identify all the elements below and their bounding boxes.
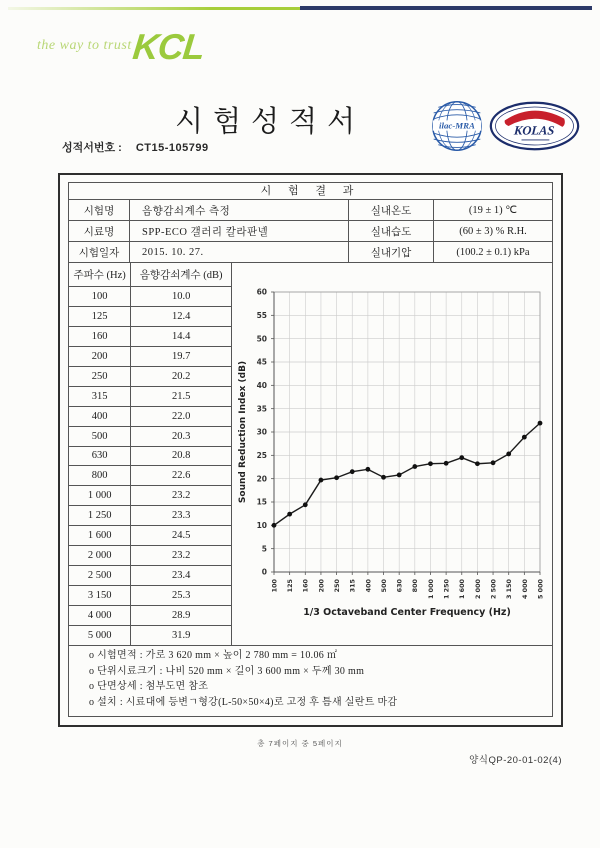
x-tick-label: 4 000 (520, 579, 529, 600)
x-tick-label: 160 (301, 579, 310, 593)
frequency-column-header: 주파수 (Hz) (69, 263, 131, 287)
data-point (459, 455, 464, 460)
table-row (69, 546, 232, 566)
data-point (350, 469, 355, 474)
page-count: 총 7페이지 중 5페이지 (257, 739, 343, 748)
x-tick-label: 3 150 (505, 579, 514, 600)
frequency-cell: 3 150 (69, 586, 131, 606)
table-row (69, 326, 232, 346)
value-cell: 23.2 (131, 546, 232, 566)
value-cell: 24.5 (131, 526, 232, 546)
info-value: (60 ± 3) % R.H. (434, 221, 553, 242)
table-row (69, 526, 232, 546)
frequency-cell: 200 (69, 346, 131, 366)
measurements-section (69, 263, 552, 646)
x-tick-label: 1 250 (442, 579, 451, 600)
y-tick-label: 35 (256, 404, 267, 414)
y-tick-label: 0 (261, 567, 267, 577)
y-tick-label: 55 (256, 310, 267, 320)
data-point (272, 523, 277, 528)
info-value: SPP-ECO 갤러리 칼라판넬 (130, 221, 349, 242)
data-point (506, 452, 511, 457)
info-label: 시험명 (69, 200, 130, 221)
value-cell: 31.9 (131, 625, 232, 645)
y-axis-title: Sound Reduction Index (dB) (238, 360, 248, 504)
data-point (522, 435, 527, 440)
info-label: 실내기압 (349, 242, 434, 263)
report-number-value: CT15-105799 (135, 142, 209, 154)
frequency-cell: 1 600 (69, 526, 131, 546)
results-title: 시 험 결 과 (69, 183, 552, 200)
frequency-cell: 5 000 (69, 625, 131, 645)
value-cell: 12.4 (131, 306, 232, 326)
frequency-cell: 100 (69, 287, 131, 307)
frequency-cell: 400 (69, 406, 131, 426)
x-tick-label: 2 500 (489, 579, 498, 600)
report-number-label: 성적서번호 : (62, 142, 122, 154)
note-line: o 설치 : 시료대에 등변ㄱ형강(L-50×50×4)로 고정 후 틈새 실란트 마감 (89, 696, 398, 708)
note-line: o 시험면적 : 가로 3 620 mm × 높이 2 780 mm = 10.06 ㎡ (89, 650, 338, 661)
table-row (69, 426, 232, 446)
measurement-table (69, 263, 232, 645)
value-cell: 20.8 (131, 446, 232, 466)
header-rule-navy (300, 6, 592, 10)
value-cell: 22.6 (131, 466, 232, 486)
page-title: 시험성적서 (174, 106, 366, 138)
table-row (69, 446, 232, 466)
accreditation-badges (429, 98, 581, 154)
value-column-header: 음향감쇠계수 (dB) (131, 263, 232, 287)
table-row (69, 221, 552, 242)
info-value: (19 ± 1) ℃ (434, 200, 553, 221)
y-tick-label: 20 (256, 474, 267, 484)
x-tick-label: 125 (286, 579, 295, 593)
table-row (69, 346, 232, 366)
data-point (381, 475, 386, 480)
ilac-mra-logo-icon (429, 98, 485, 154)
frequency-cell: 315 (69, 386, 131, 406)
y-tick-label: 10 (256, 520, 267, 530)
info-label: 실내습도 (349, 221, 434, 242)
data-point (412, 464, 417, 469)
y-tick-label: 60 (256, 287, 267, 297)
y-tick-label: 30 (256, 427, 267, 437)
table-row (69, 200, 552, 221)
x-tick-label: 1 000 (426, 579, 435, 600)
data-point (334, 475, 339, 480)
data-point (303, 502, 308, 507)
kcl-logo: KCL (130, 26, 207, 67)
table-row (69, 506, 232, 526)
value-cell: 19.7 (131, 346, 232, 366)
table-row (69, 306, 232, 326)
frequency-cell: 2 500 (69, 566, 131, 586)
info-label: 시험일자 (69, 242, 130, 263)
value-cell: 23.4 (131, 566, 232, 586)
value-cell: 22.0 (131, 406, 232, 426)
x-tick-label: 315 (348, 579, 357, 593)
measurement-table-body (69, 287, 232, 646)
ilac-mra-label: ilac-MRA (439, 120, 475, 131)
value-cell: 28.9 (131, 606, 232, 626)
value-cell: 10.0 (131, 287, 232, 307)
data-point (475, 461, 480, 466)
info-value: 2015. 10. 27. (130, 242, 349, 263)
sound-reduction-chart (232, 263, 553, 645)
info-value: 음향감쇠계수 측정 (130, 200, 349, 221)
x-tick-label: 400 (364, 579, 373, 593)
x-tick-label: 1 600 (458, 579, 467, 600)
frequency-cell: 1 000 (69, 486, 131, 506)
data-point (287, 512, 292, 517)
header-rule-green (8, 7, 300, 10)
x-tick-label: 630 (395, 579, 404, 593)
x-tick-label: 200 (317, 579, 326, 593)
frequency-cell: 160 (69, 326, 131, 346)
frequency-cell: 250 (69, 366, 131, 386)
report-number (62, 139, 209, 155)
frequency-cell: 800 (69, 466, 131, 486)
frequency-cell: 4 000 (69, 606, 131, 626)
x-tick-label: 500 (379, 579, 388, 593)
table-row (69, 366, 232, 386)
y-tick-label: 15 (256, 497, 267, 507)
x-axis-title: 1/3 Octaveband Center Frequency (Hz) (303, 607, 511, 618)
y-tick-label: 5 (261, 544, 267, 554)
x-tick-label: 5 000 (536, 579, 545, 600)
data-point (365, 467, 370, 472)
results-outer-frame (58, 173, 563, 727)
value-cell: 23.2 (131, 486, 232, 506)
table-row (69, 625, 232, 645)
data-point (444, 461, 449, 466)
info-label: 실내온도 (349, 200, 434, 221)
frequency-cell: 500 (69, 426, 131, 446)
info-value: (100.2 ± 0.1) kPa (434, 242, 553, 263)
table-row (69, 486, 232, 506)
chart-area (232, 263, 553, 645)
table-row (69, 287, 232, 307)
frequency-cell: 1 250 (69, 506, 131, 526)
data-point (491, 460, 496, 465)
form-number: 양식QP-20-01-02(4) (469, 755, 562, 766)
y-tick-label: 50 (256, 334, 267, 344)
frequency-cell: 125 (69, 306, 131, 326)
value-cell: 20.2 (131, 366, 232, 386)
table-row (69, 586, 232, 606)
kolas-label: KOLAS (513, 123, 555, 138)
results-inner-frame (68, 182, 553, 717)
y-tick-label: 25 (256, 450, 267, 460)
notes-section (69, 646, 552, 710)
table-row (69, 566, 232, 586)
table-row (69, 406, 232, 426)
value-cell: 21.5 (131, 386, 232, 406)
kcl-tagline: the way to trust (37, 38, 132, 53)
note-line: o 단면상세 : 첨부도면 참조 (89, 681, 209, 692)
y-tick-label: 45 (256, 357, 267, 367)
info-label: 시료명 (69, 221, 130, 242)
value-cell: 14.4 (131, 326, 232, 346)
table-row (69, 606, 232, 626)
data-point (319, 478, 324, 483)
kolas-logo-icon (488, 100, 581, 152)
y-tick-label: 40 (256, 380, 267, 390)
value-cell: 25.3 (131, 586, 232, 606)
note-line: o 단위시료크기 : 나비 520 mm × 길이 3 600 mm × 두께 30 mm (89, 665, 365, 677)
table-header-row (69, 263, 232, 287)
x-tick-label: 800 (411, 579, 420, 593)
data-point (428, 461, 433, 466)
table-row (69, 386, 232, 406)
series-line (274, 423, 540, 525)
data-point (397, 473, 402, 478)
x-tick-label: 250 (332, 579, 341, 593)
test-info-table (69, 200, 552, 263)
table-row (69, 466, 232, 486)
table-row (69, 242, 552, 263)
value-cell: 23.3 (131, 506, 232, 526)
data-point (538, 421, 543, 426)
x-tick-label: 2 000 (473, 579, 482, 600)
x-tick-label: 100 (270, 579, 279, 593)
frequency-cell: 630 (69, 446, 131, 466)
value-cell: 20.3 (131, 426, 232, 446)
frequency-cell: 2 000 (69, 546, 131, 566)
